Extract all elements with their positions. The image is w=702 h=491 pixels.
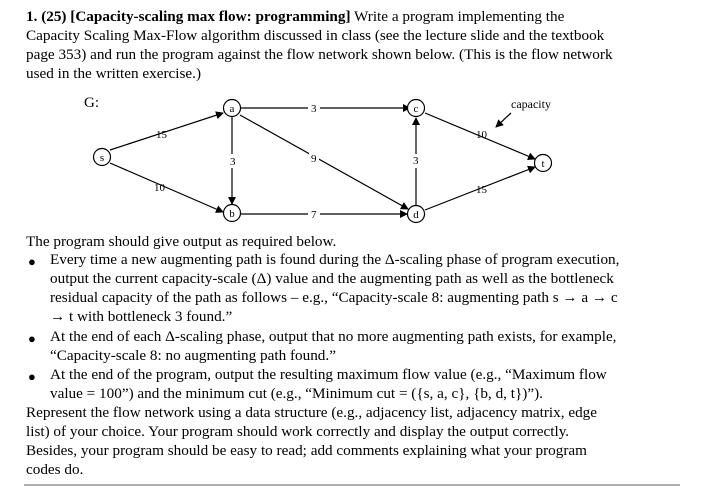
node-a-label: a <box>229 103 235 115</box>
bullet-dot-icon: ● <box>28 331 36 346</box>
edge-label-c-t: 10 <box>476 129 487 141</box>
flow-network-graph <box>0 88 702 238</box>
bullet-dot-icon: ● <box>28 369 36 384</box>
edge-label-a-b: 3 <box>230 156 236 168</box>
node-d-label: d <box>413 209 419 221</box>
closing-line-2: list) of your choice. Your program should work correctly and display the output correctly. <box>26 423 570 440</box>
problem-number: 1. <box>26 8 38 25</box>
problem-line-2: page 353) and run the program against the flow network shown below. (This is the flow network <box>26 46 613 63</box>
capacity-pointer-arrow <box>496 113 511 127</box>
edge-label-a-d: 9 <box>311 153 317 165</box>
edge-label-b-d: 7 <box>311 209 317 221</box>
closing-line-3: Besides, your program should be easy to read; add comments explaining what your program <box>26 442 587 459</box>
bullet-1-line-2: output the current capacity-scale (Δ) value and the augmenting path as well as the bottleneck <box>50 270 614 287</box>
node-t-label: t <box>541 158 545 170</box>
bullet-dot-icon: ● <box>28 254 36 269</box>
node-b-label: b <box>229 208 235 220</box>
edge-label-d-t: 15 <box>476 184 487 196</box>
graph-label: G: <box>84 95 99 111</box>
output-intro: The program should give output as required below. <box>26 233 337 250</box>
node-s-label: s <box>99 152 105 164</box>
bullet-3-line-2: value = 100”) and the minimum cut (e.g., “Minimum cut = ({s, a, c}, {b, d, t})”). <box>50 385 543 402</box>
bottom-divider <box>24 484 680 486</box>
node-d <box>408 206 425 223</box>
bullet-1-line-1: Every time a new augmenting path is found during the Δ-scaling phase of program execution, <box>50 251 620 268</box>
problem-title: (25) [Capacity-scaling max flow: programming] <box>41 8 351 25</box>
node-b <box>224 205 241 222</box>
problem-header <box>26 8 564 27</box>
closing-line-4: codes do. <box>26 461 84 478</box>
bullet-2-line-2: “Capacity-scale 8: no augmenting path found.” <box>50 347 336 364</box>
capacity-label: capacity <box>511 97 551 111</box>
problem-line-3: used in the written exercise.) <box>26 65 202 82</box>
node-t <box>535 155 552 172</box>
edge-s-b <box>110 163 223 212</box>
edge-label-s-a: 15 <box>156 129 167 141</box>
edge-a-d <box>240 115 408 209</box>
node-s <box>94 149 111 166</box>
bullet-1-line-4: → t with bottleneck 3 found.” <box>50 308 233 325</box>
node-c <box>408 100 425 117</box>
edge-label-s-b: 10 <box>154 182 165 194</box>
problem-line-1: Capacity Scaling Max-Flow algorithm discussed in class (see the lecture slide and the textbook <box>26 27 605 44</box>
problem-header-rest: Write a program implementing the <box>350 8 565 25</box>
closing-line-1: Represent the flow network using a data structure (e.g., adjacency list, adjacency matrix, edge <box>26 404 597 421</box>
bullet-1-line-3: residual capacity of the path as follows – e.g., “Capacity-scale 8: augmenting path s → a → c <box>50 289 618 306</box>
node-c-label: c <box>413 103 419 115</box>
bullet-2-line-1: At the end of each Δ-scaling phase, output that no more augmenting path exists, for example, <box>50 328 617 345</box>
node-a <box>224 100 241 117</box>
edge-label-a-c: 3 <box>311 103 317 115</box>
bullet-3-line-1: At the end of the program, output the resulting maximum flow value (e.g., “Maximum flow <box>50 366 607 383</box>
edge-label-d-c: 3 <box>413 155 419 167</box>
